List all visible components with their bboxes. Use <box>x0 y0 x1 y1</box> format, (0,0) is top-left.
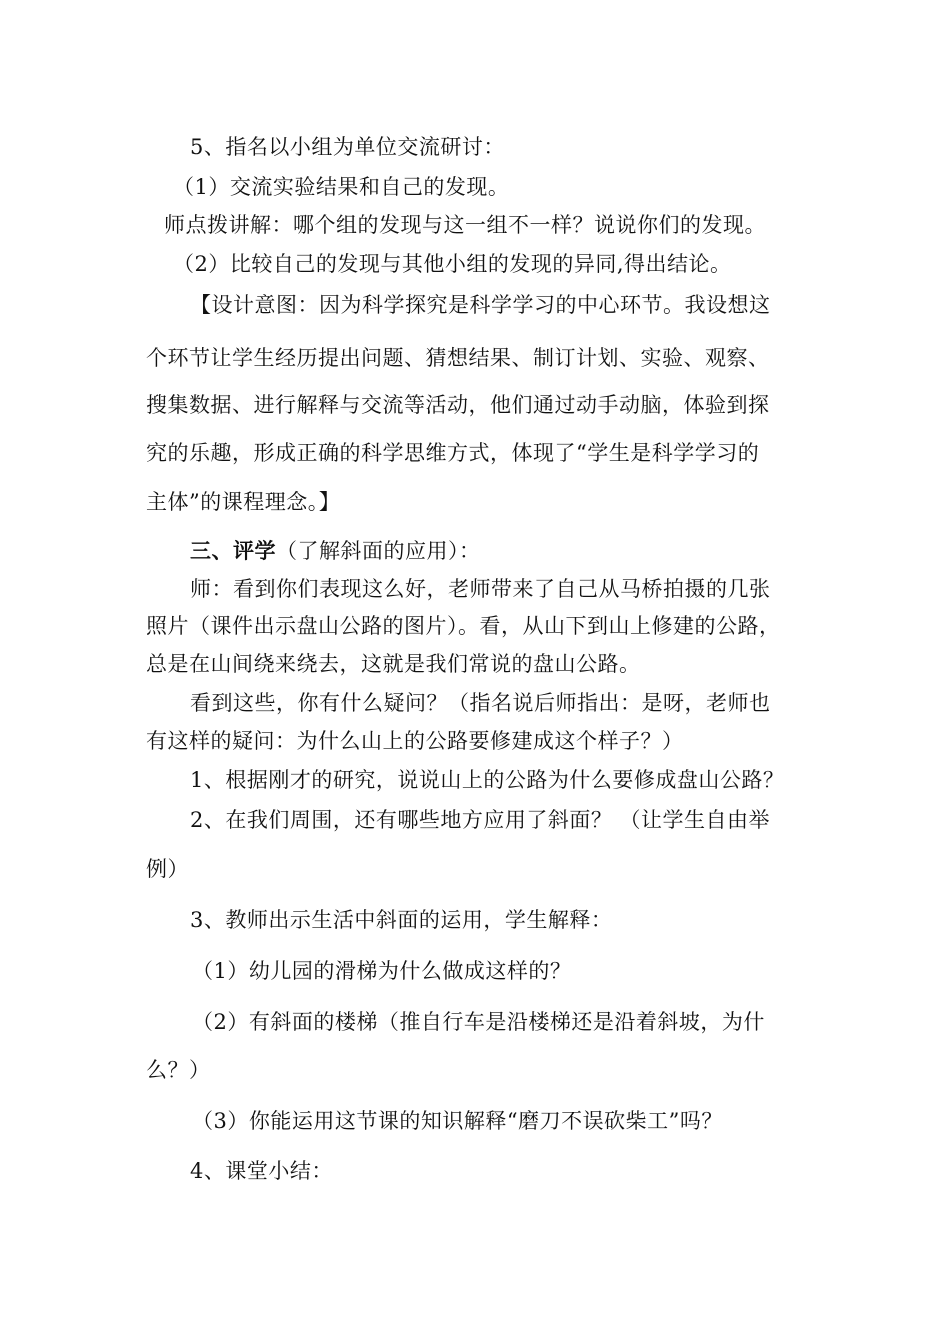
teacher-speech-line-3: 总是在山间绕来绕去，这就是我们常说的盘山公路。 <box>146 652 641 676</box>
step-5-item-2: （2）比较自己的发现与其他小组的发现的异同,得出结论。 <box>173 252 732 276</box>
teacher-guidance: 师点拨讲解：哪个组的发现与这一组不一样？说说你们的发现。 <box>164 213 766 237</box>
question-2-line-2: 例） <box>146 857 189 881</box>
question-1: 1、根据刚才的研究，说说山上的公路为什么要修成盘山公路？ <box>190 768 785 792</box>
step-5-item-1: （1）交流实验结果和自己的发现。 <box>173 175 510 199</box>
section-heading <box>190 537 481 565</box>
question-line-2: 有这样的疑问：为什么山上的公路要修建成这个样子？） <box>146 729 684 753</box>
design-intent-line-1: 【设计意图：因为科学探究是科学学习的中心环节。我设想这 <box>190 293 771 317</box>
teacher-speech-line-1: 师：看到你们表现这么好，老师带来了自己从马桥拍摄的几张 <box>190 577 771 601</box>
teacher-speech-line-2: 照片（课件出示盘山公路的图片）。看，从山下到山上修建的公路， <box>146 614 781 638</box>
step-3-item-3: （3）你能运用这节课的知识解释“磨刀不误砍柴工”吗？ <box>192 1109 723 1133</box>
section-heading-title: 三、评学 <box>190 538 276 563</box>
question-line-1: 看到这些，你有什么疑问？（指名说后师指出：是呀，老师也 <box>190 691 771 715</box>
step-4: 4、课堂小结： <box>190 1159 333 1183</box>
design-intent-line-2: 个环节让学生经历提出问题、猜想结果、制订计划、实验、观察、 <box>146 346 770 370</box>
step-3-item-2-line-1: （2）有斜面的楼梯（推自行车是沿楼梯还是沿着斜坡，为什 <box>192 1010 765 1034</box>
question-2-line-1: 2、在我们周围，还有哪些地方应用了斜面？ （让学生自由举 <box>190 808 771 832</box>
step-3-item-1: （1）幼儿园的滑梯为什么做成这样的？ <box>192 959 572 983</box>
design-intent-line-4: 究的乐趣，形成正确的科学思维方式，体现了“学生是科学学习的 <box>146 441 760 465</box>
step-5-heading: 5、指名以小组为单位交流研讨： <box>190 135 505 159</box>
design-intent-line-3: 搜集数据、进行解释与交流等活动，他们通过动手动脑，体验到探 <box>146 393 770 417</box>
step-3: 3、教师出示生活中斜面的运用，学生解释： <box>190 908 613 932</box>
design-intent-line-5: 主体”的课程理念。】 <box>146 490 341 514</box>
section-heading-subtitle: （了解斜面的应用）： <box>276 539 481 563</box>
step-3-item-2-line-2: 么？） <box>146 1058 211 1082</box>
